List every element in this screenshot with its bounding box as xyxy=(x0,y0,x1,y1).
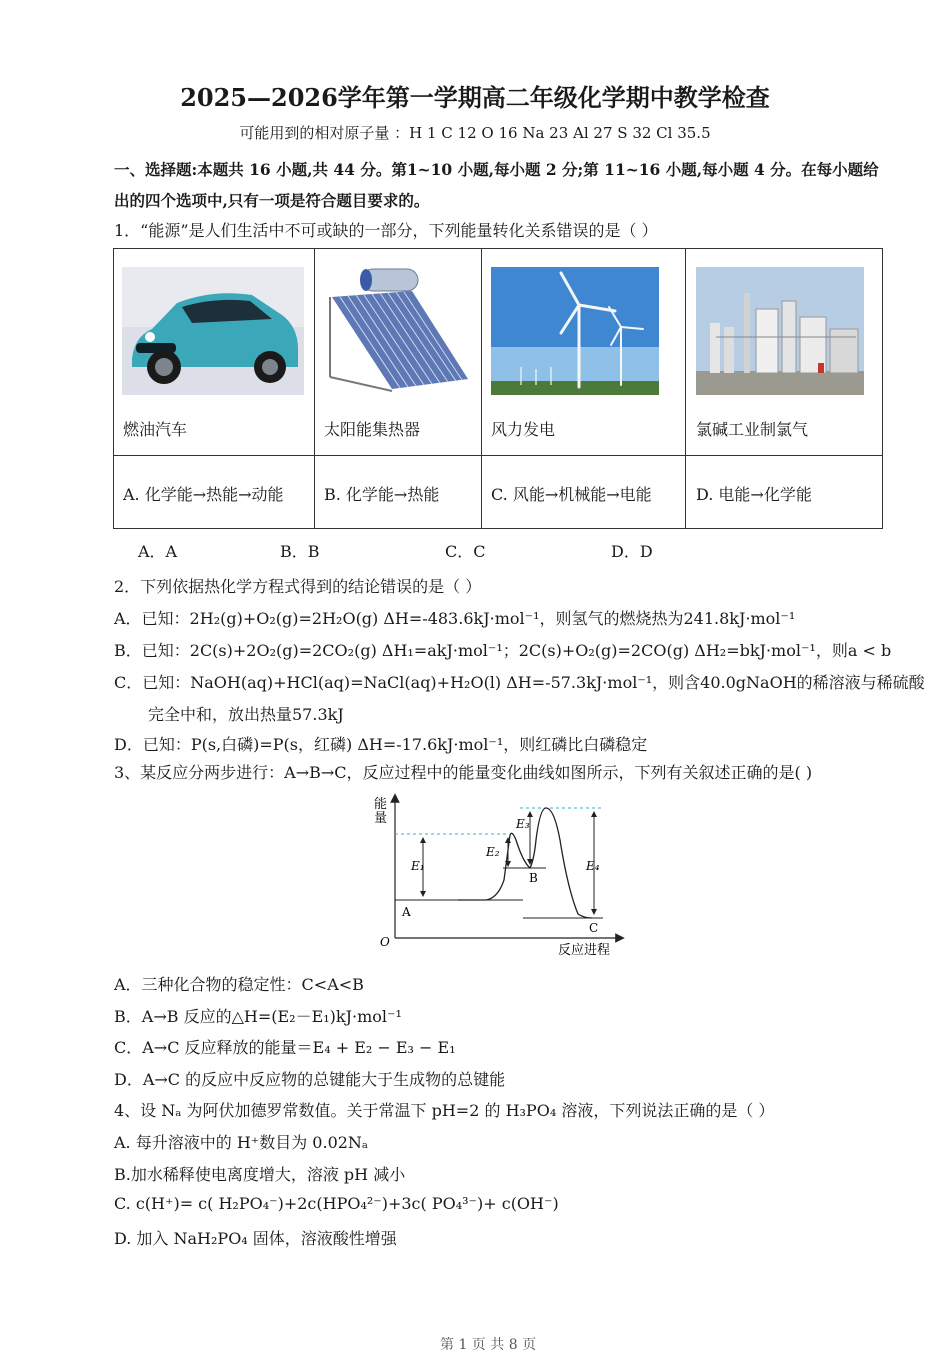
q1-cell-b-answer: B. 化学能→热能 xyxy=(324,485,440,504)
q1-stem: 1．“能源”是人们生活中不可或缺的一部分，下列能量转化关系错误的是（ ） xyxy=(114,221,658,240)
q1-cell-c-caption: 风力发电 xyxy=(491,420,556,439)
q1-choice-d: D．D xyxy=(611,542,653,561)
q3-stem: 3、某反应分两步进行：A→B→C，反应过程中的能量变化曲线如图所示，下列有关叙述正确的是( ) xyxy=(114,763,813,782)
q2-option-c: C．已知：NaOH(aq)+HCl(aq)=NaCl(aq)+H₂O(l) ΔH=-57.3kJ·mol⁻¹，则含40.0gNaOH的稀溶液与稀硫酸 xyxy=(114,673,925,692)
e3-label: E₃ xyxy=(516,817,530,831)
origin-label: O xyxy=(380,935,390,949)
q2-option-b: B．已知：2C(s)+2O₂(g)=2CO₂(g) ΔH₁=akJ·mol⁻¹；2C(s)+O₂(g)=2CO(g) ΔH₂=bkJ·mol⁻¹，则a < b xyxy=(114,641,892,660)
solar-water-heater-image xyxy=(322,267,472,395)
q4-option-a: A. 每升溶液中的 H⁺数目为 0.02Nₐ xyxy=(114,1133,369,1152)
q4-option-c: C. c(H⁺)= c( H₂PO₄⁻)+2c(HPO₄²⁻)+3c( PO₄³⁻)+ c(OH⁻) xyxy=(114,1194,559,1213)
q1-cell-d-caption: 氯碱工业制氯气 xyxy=(696,420,809,439)
page-title: 2025—2026学年第一学期高二年级化学期中教学检查 xyxy=(180,83,770,112)
q1-cell-c-answer: C. 风能→机械能→电能 xyxy=(491,485,652,504)
x-axis-label: 反应进程 xyxy=(558,943,611,958)
y-axis-label-2: 量 xyxy=(374,811,388,826)
e4-label: E₄ xyxy=(586,859,600,873)
electric-car-image xyxy=(122,267,304,395)
q4-option-b: B.加水稀释使电离度增大，溶液 pH 减小 xyxy=(114,1165,406,1184)
wind-turbines-image xyxy=(491,267,659,395)
q2-stem: 2．下列依据热化学方程式得到的结论错误的是（ ） xyxy=(114,577,482,596)
q2-option-d: D．已知：P(s,白磷)=P(s，红磷) ΔH=-17.6kJ·mol⁻¹，则红磷比白磷稳定 xyxy=(114,735,648,754)
q3-option-b: B．A→B 反应的△H=(E₂－E₁)kJ·mol⁻¹ xyxy=(114,1007,402,1026)
q1-table xyxy=(113,248,883,529)
q1-cell-d-answer: D. 电能→化学能 xyxy=(696,485,812,504)
q3-option-a: A．三种化合物的稳定性：C<A<B xyxy=(114,975,364,994)
q1-cell-a-caption: 燃油汽车 xyxy=(123,420,188,439)
q2-option-c-continued: 完全中和，放出热量57.3kJ xyxy=(148,705,344,724)
q4-option-d: D. 加入 NaH₂PO₄ 固体，溶液酸性增强 xyxy=(114,1229,397,1248)
y-axis-label-1: 能 xyxy=(374,797,388,812)
q1-choice-c: C．C xyxy=(445,542,486,561)
q2-option-a: A．已知：2H₂(g)+O₂(g)=2H₂O(g) ΔH=-483.6kJ·mol⁻¹，则氢气的燃烧热为241.8kJ·mol⁻¹ xyxy=(114,609,796,628)
state-a-label: A xyxy=(402,905,411,919)
q1-choice-b: B．B xyxy=(280,542,320,561)
q1-choice-a: A．A xyxy=(138,542,178,561)
q1-cell-b-caption: 太阳能集热器 xyxy=(324,420,421,439)
q3-option-d: D．A→C 的反应中反应物的总键能大于生成物的总键能 xyxy=(114,1070,506,1089)
page-footer: 第 1 页 共 8 页 xyxy=(440,1337,537,1353)
atomic-masses: 可能用到的相对原子量 ：H 1 C 12 O 16 Na 23 Al 27 S 32 Cl 35.5 xyxy=(239,124,711,142)
q4-stem: 4、设 Nₐ 为阿伏加德罗常数值。关于常温下 pH=2 的 H₃PO₄ 溶液，下列说法正确的是（ ） xyxy=(114,1101,775,1120)
energy-profile-diagram xyxy=(368,790,628,960)
e2-label: E₂ xyxy=(486,845,500,859)
q3-option-c: C．A→C 反应释放的能量＝E₄ + E₂ − E₃ − E₁ xyxy=(114,1038,456,1057)
e1-label: E₁ xyxy=(411,859,425,873)
chemical-plant-image xyxy=(696,267,864,395)
section-instructions: 一、选择题:本题共 16 小题,共 44 分。第1~10 小题,每小题 2 分;第 11~16 小题,每小题 4 分。在每小题给出的四个选项中,只有一项是符合题目要求的。 xyxy=(114,160,879,210)
state-b-label: B xyxy=(529,871,538,885)
q1-cell-a-answer: A. 化学能→热能→动能 xyxy=(123,485,284,504)
state-c-label: C xyxy=(589,921,599,935)
